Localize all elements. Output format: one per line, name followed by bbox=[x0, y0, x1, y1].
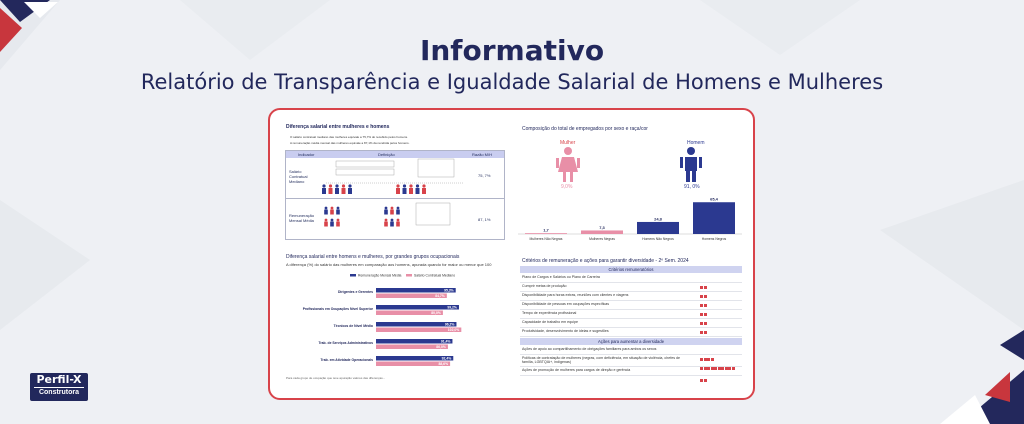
action-label: Políticas de contratação de mulheres (negras, com deficiência, em situação de violência, chefes de família, LGBTQIA+, indígenas) bbox=[522, 356, 681, 364]
female-pct: 9,0% bbox=[561, 184, 573, 190]
criteria-label: Tempo de experiência profissional bbox=[522, 311, 577, 315]
legend-swatch bbox=[350, 274, 356, 277]
person-icon bbox=[322, 184, 325, 187]
person-icon bbox=[324, 210, 328, 215]
person-icon bbox=[409, 184, 412, 187]
ratio-1: 75, 7% bbox=[478, 173, 491, 178]
legend-label: Remuneração Mensal Média bbox=[358, 273, 402, 278]
person-icon bbox=[325, 207, 328, 210]
salary-bullet-2: A remuneração média mensal das mulheres equivale a 87,1% da recebida pelos homens. bbox=[290, 141, 410, 145]
check-icon bbox=[700, 369, 707, 373]
person-icon bbox=[422, 188, 426, 194]
person-icon bbox=[330, 222, 334, 227]
category-label: Mulheres Negras bbox=[589, 237, 615, 241]
data-label: 80,0% bbox=[431, 311, 441, 316]
data-label: 86,0% bbox=[436, 345, 446, 350]
person-icon bbox=[322, 188, 326, 194]
composition-title: Composição do total de empregados por sexo e raça/cor bbox=[522, 126, 648, 132]
person-icon bbox=[335, 188, 339, 194]
person-icon bbox=[324, 222, 328, 227]
salary-section-title: Diferença salarial entre mulheres e homens bbox=[286, 124, 390, 130]
category-label: Técnicos de Nível Médio bbox=[333, 324, 373, 328]
criteria-label: Produtividade, desenvolvimento de ideias e sugestões bbox=[522, 329, 609, 333]
category-label: Profissionais em Ocupações Nível Superior bbox=[302, 307, 373, 311]
data-label: 84,7% bbox=[435, 294, 445, 299]
col-ratio: Razão M/H bbox=[472, 152, 493, 157]
female-icon bbox=[556, 147, 580, 182]
criteria-label: Cumprir metas de produção bbox=[522, 284, 567, 288]
category-label: Homens Não Negros bbox=[642, 237, 674, 241]
male-icon bbox=[680, 147, 702, 182]
legend-label: Salário Contratual Mediano bbox=[414, 273, 456, 278]
check-icon bbox=[700, 330, 707, 334]
person-icon bbox=[385, 207, 388, 210]
person-icon bbox=[403, 184, 406, 187]
person-icon bbox=[422, 184, 425, 187]
person-icon bbox=[384, 210, 388, 215]
col-indicator: Indicador bbox=[298, 152, 315, 157]
person-icon bbox=[396, 210, 400, 215]
data-label: 1,7 bbox=[543, 227, 549, 233]
person-icon bbox=[384, 222, 388, 227]
person-icon bbox=[396, 184, 399, 187]
criteria-label: Plano de Cargos e Salários ou Plano de Carreira bbox=[522, 275, 600, 279]
bar bbox=[581, 230, 623, 234]
composition-chart bbox=[518, 198, 742, 244]
person-icon bbox=[325, 219, 328, 222]
logo-line-2: Construtora bbox=[34, 387, 84, 397]
check-icon bbox=[700, 312, 707, 316]
criteria-title: Critérios de remuneração e ações para garantir diversidade - 2º Sem. 2024 bbox=[522, 258, 689, 264]
bar bbox=[637, 222, 679, 234]
category-label: Trab. em Atividade Operacionais bbox=[320, 358, 373, 362]
criteria-header-1: Critérios remuneratórios bbox=[520, 266, 742, 273]
check-icon bbox=[700, 357, 735, 361]
page-title: Informativo bbox=[419, 34, 605, 67]
page-subtitle: Relatório de Transparência e Igualdade Salarial de Homens e Mulheres bbox=[140, 70, 884, 94]
category-label: Mulheres Não Negras bbox=[529, 237, 563, 241]
corner-decoration-bottom-right bbox=[940, 330, 1024, 424]
criteria-header-2: Ações para aumentar a diversidade bbox=[520, 338, 742, 345]
action-row bbox=[520, 366, 742, 376]
person-icon bbox=[396, 188, 400, 194]
person-icon bbox=[397, 207, 400, 210]
male-pct: 91, 0% bbox=[684, 184, 700, 190]
occupational-chart bbox=[284, 270, 506, 374]
legend-swatch bbox=[406, 274, 412, 277]
gender-icons bbox=[514, 146, 744, 190]
category-label: Dirigentes e Gerentes bbox=[337, 290, 373, 294]
person-icon bbox=[391, 207, 394, 210]
person-icon bbox=[391, 219, 394, 222]
occupational-subtitle: A diferença (%) do salário das mulheres em comparação aos homens, apurada quando for maior ou menor que 100 bbox=[286, 262, 492, 267]
action-label: Ações de promoção de mulheres para cargos de direção e gerência bbox=[522, 368, 631, 372]
person-icon bbox=[330, 210, 334, 215]
data-label: 24,8 bbox=[654, 216, 662, 222]
person-icon bbox=[331, 219, 334, 222]
check-icon bbox=[700, 276, 707, 280]
check-icon bbox=[700, 294, 707, 298]
criteria-label: Disponibilidade para horas extras, reuniões com clientes e viagens bbox=[522, 293, 629, 297]
salary-table bbox=[285, 150, 505, 240]
person-icon bbox=[409, 188, 413, 194]
action-label: Ações de apoio ao compartilhamento de obrigações familiares para ambos os sexos bbox=[522, 347, 657, 351]
logo-line-1: Perfil-X bbox=[36, 373, 82, 386]
person-icon bbox=[390, 210, 394, 215]
person-icon bbox=[335, 184, 338, 187]
person-icon bbox=[390, 222, 394, 227]
person-icon bbox=[329, 184, 332, 187]
person-icon bbox=[396, 222, 400, 227]
person-icon bbox=[397, 219, 400, 222]
person-icon bbox=[329, 188, 333, 194]
data-label: 88,6% bbox=[438, 362, 449, 367]
person-icon bbox=[336, 222, 340, 227]
person-icon bbox=[348, 184, 351, 187]
check-icon bbox=[700, 303, 707, 307]
indicator-1: Salário Contratual Mediano bbox=[289, 169, 308, 184]
col-definition: Definição bbox=[378, 152, 395, 157]
person-icon bbox=[416, 184, 419, 187]
occupational-title: Diferença salarial entre homens e mulheres, por grandes grupos ocupacionais bbox=[286, 254, 460, 260]
data-label: 102,0% bbox=[447, 328, 460, 333]
data-label: 7,3 bbox=[599, 224, 605, 230]
female-label: Mulher bbox=[560, 140, 576, 146]
person-icon bbox=[342, 184, 345, 187]
data-label: 99,2% bbox=[447, 305, 457, 310]
person-icon bbox=[336, 210, 340, 215]
report-card bbox=[268, 108, 755, 400]
person-icon bbox=[416, 188, 420, 194]
criteria-table bbox=[520, 266, 742, 392]
check-icon bbox=[700, 321, 707, 325]
data-label: 95,3% bbox=[444, 288, 454, 293]
category-label: Trab. de Serviços Administrativos bbox=[318, 341, 373, 345]
criteria-label: Capacidade de trabalho em equipe bbox=[522, 320, 578, 324]
person-icon bbox=[385, 219, 388, 222]
occupational-footnote: Para cada grupo de ocupação que teve apuração valores das diferenças... bbox=[286, 376, 386, 380]
data-label: 65,4 bbox=[710, 198, 718, 202]
ratio-2: 87, 1% bbox=[478, 217, 491, 222]
bar bbox=[525, 233, 567, 234]
bar bbox=[693, 202, 735, 234]
check-icon bbox=[700, 348, 714, 352]
person-icon bbox=[348, 188, 352, 194]
salary-bullet-1: O salário contratual mediano das mulheres equivale a 75,7% do recebido pelos homens. bbox=[290, 135, 408, 139]
indicator-2: Remuneração Mensal Média bbox=[289, 213, 315, 223]
data-label: 92,4% bbox=[441, 356, 452, 361]
person-icon bbox=[342, 188, 346, 194]
criteria-row bbox=[520, 327, 742, 337]
check-icon bbox=[700, 285, 707, 289]
criteria-label: Disponibilidade de pessoas em ocupações específicas bbox=[522, 302, 610, 306]
data-label: 96,2% bbox=[444, 322, 455, 327]
person-icon bbox=[403, 188, 407, 194]
data-label: 91,4% bbox=[440, 339, 451, 344]
person-icon bbox=[337, 219, 340, 222]
person-icon bbox=[337, 207, 340, 210]
definition-illustration bbox=[286, 151, 504, 239]
company-logo bbox=[30, 373, 88, 401]
person-icon bbox=[331, 207, 334, 210]
category-label: Homens Negros bbox=[701, 237, 727, 241]
male-label: Homem bbox=[687, 140, 705, 146]
